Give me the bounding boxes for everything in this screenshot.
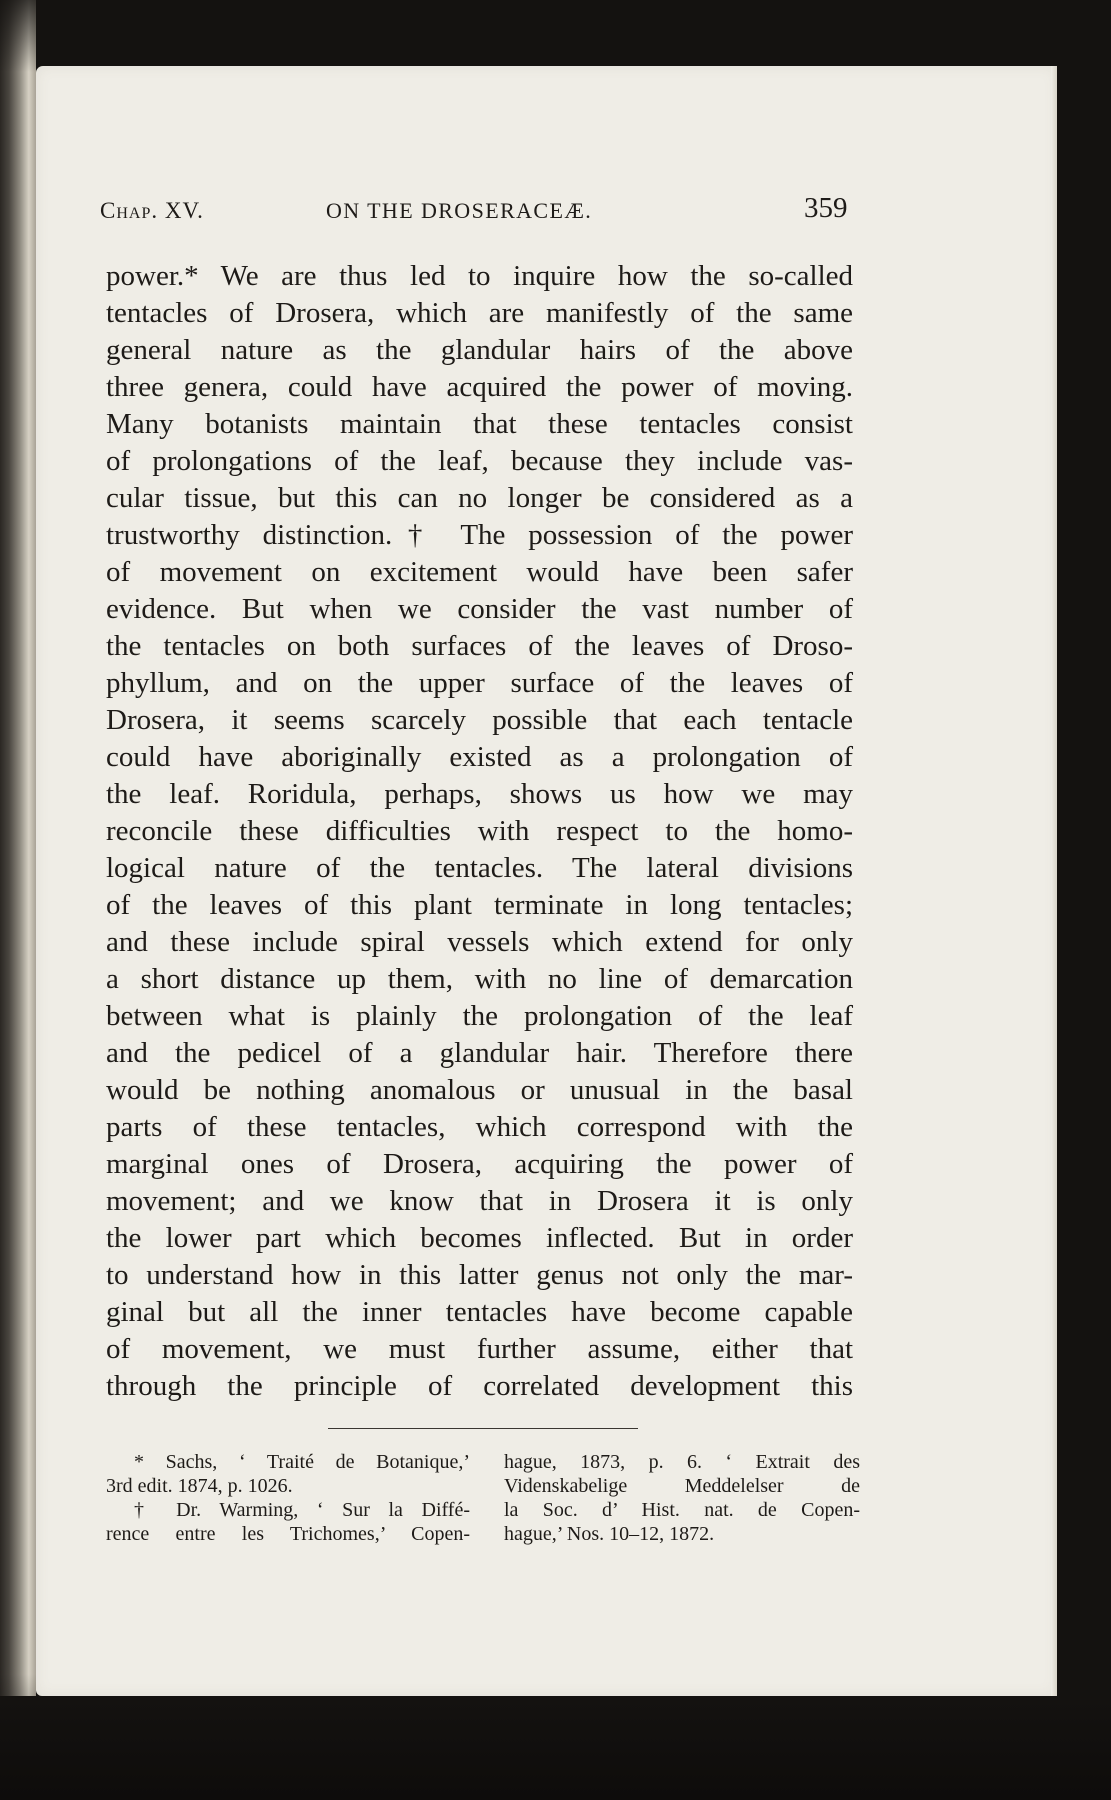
footnote-line: hague, 1873, p. 6. ‘ Extrait des — [504, 1451, 860, 1473]
text-line: trustworthy distinction.† The possession of the power — [106, 519, 853, 551]
text-line: to understand how in this latter genus not only the mar- — [106, 1259, 853, 1291]
text-line: the lower part which becomes inflected. But in order — [106, 1222, 853, 1254]
running-header-title: ON THE DROSERACEÆ. — [326, 198, 593, 223]
footnote-line: rence entre les Trichomes,’ Copen- — [106, 1523, 470, 1545]
text-line: and these include spiral vessels which extend for only — [106, 926, 853, 958]
footnote-rule — [328, 1428, 638, 1429]
text-line: movement; and we know that in Drosera it is only — [106, 1185, 853, 1217]
text-line: of movement on excitement would have been safer — [106, 556, 853, 588]
text-line: Many botanists maintain that these tentacles consist — [106, 408, 853, 440]
text-line: marginal ones of Drosera, acquiring the power of — [106, 1148, 853, 1180]
text-line: ginal but all the inner tentacles have become capable — [106, 1296, 853, 1328]
text-line: three genera, could have acquired the power of moving. — [106, 371, 853, 403]
footnotes-right-column — [504, 1450, 860, 1546]
text-line: of the leaves of this plant terminate in long tentacles; — [106, 889, 853, 921]
footnote-line: la Soc. d’ Hist. nat. de Copen- — [504, 1499, 860, 1521]
text-line: general nature as the glandular hairs of the above — [106, 334, 853, 366]
footnotes-left-column — [106, 1450, 470, 1546]
footnote-line: hague,’ Nos. 10–12, 1872. — [504, 1523, 715, 1545]
text-line: phyllum, and on the upper surface of the leaves of — [106, 667, 853, 699]
text-line: between what is plainly the prolongation of the leaf — [106, 1000, 853, 1032]
text-line: and the pedicel of a glandular hair. Therefore there — [106, 1037, 853, 1069]
book-page — [36, 66, 1057, 1696]
text-line: through the principle of correlated development this — [106, 1370, 853, 1402]
text-line: tentacles of Drosera, which are manifestly of the same — [106, 297, 853, 329]
text-line: reconcile these difficulties with respect to the homo- — [106, 815, 853, 847]
text-line: a short distance up them, with no line of demarcation — [106, 963, 853, 995]
footnote-line: 3rd edit. 1874, p. 1026. — [106, 1475, 293, 1497]
footnote-line: † Dr. Warming, ‘ Sur la Diffé- — [134, 1499, 470, 1521]
page-edge — [1051, 66, 1057, 1696]
text-line: could have aboriginally existed as a prolongation of — [106, 741, 853, 773]
text-line: Drosera, it seems scarcely possible that each tentacle — [106, 704, 853, 736]
previous-page-shadow — [0, 0, 36, 1800]
text-line: the tentacles on both surfaces of the leaves of Droso- — [106, 630, 853, 662]
text-line: would be nothing anomalous or unusual in the basal — [106, 1074, 853, 1106]
text-line: evidence. But when we consider the vast number of — [106, 593, 853, 625]
text-line: of prolongations of the leaf, because they include vas- — [106, 445, 853, 477]
text-line: power.* We are thus led to inquire how the so-called — [106, 260, 853, 292]
text-line: parts of these tentacles, which correspond with the — [106, 1111, 853, 1143]
page-number: 359 — [804, 192, 848, 224]
text-line: of movement, we must further assume, either that — [106, 1333, 853, 1365]
footnote-line: Videnskabelige Meddelelser de — [504, 1475, 860, 1497]
running-header-chapter: Chap. XV. — [100, 198, 204, 223]
footnote-line: * Sachs, ‘ Traité de Botanique,’ — [134, 1451, 470, 1473]
scan-background — [0, 1696, 1111, 1800]
text-line: logical nature of the tentacles. The lateral divisions — [106, 852, 853, 884]
text-line: cular tissue, but this can no longer be considered as a — [106, 482, 853, 514]
text-line: the leaf. Roridula, perhaps, shows us how we may — [106, 778, 853, 810]
